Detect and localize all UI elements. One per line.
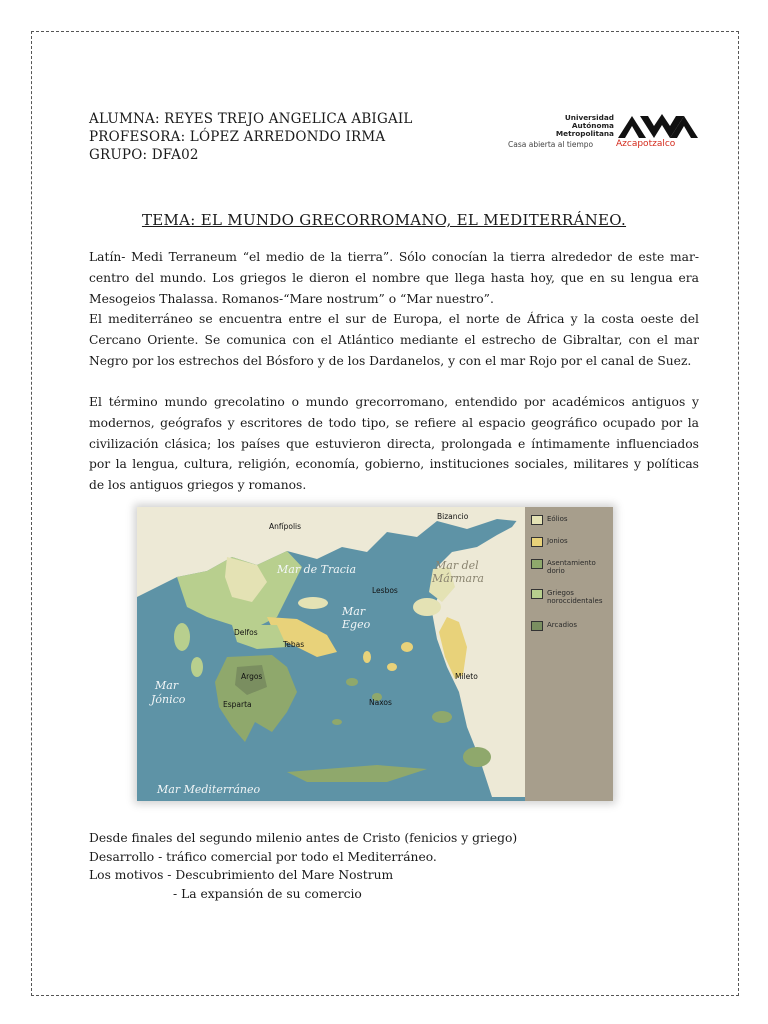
uam-emblem-icon bbox=[618, 113, 698, 139]
svg-text:Mar: Mar bbox=[342, 605, 366, 618]
legend-swatch bbox=[531, 589, 543, 599]
logo-unit: Azcapotzalco bbox=[616, 139, 676, 149]
closing-notes bbox=[89, 829, 517, 903]
svg-text:Delfos: Delfos bbox=[234, 628, 258, 637]
svg-text:Lesbos: Lesbos bbox=[372, 586, 398, 595]
legend-item: Eólios bbox=[531, 515, 611, 537]
svg-text:Naxos: Naxos bbox=[369, 698, 392, 707]
svg-text:Jónico: Jónico bbox=[151, 693, 186, 706]
legend-item: Griegos noroccidentales bbox=[531, 589, 611, 621]
teacher-name: PROFESORA: LÓPEZ ARREDONDO IRMA bbox=[89, 129, 386, 145]
document-title: TEMA: EL MUNDO GRECORROMANO, EL MEDITERRÁNEO. bbox=[141, 211, 627, 229]
paragraph-geography: El mediterráneo se encuentra entre el sur de Europa, el norte de África y la costa oeste del Cercano Oriente. Se comunica con el Atlántico mediante el estrecho de Gibraltar, con el mar Negro por los estrechos del Bósforo y de los Dardanelos, y con el mar Rojo por el canal de Suez. bbox=[89, 312, 699, 368]
svg-text:Mileto: Mileto bbox=[455, 672, 478, 681]
note-line: Desde finales del segundo milenio antes de Cristo (fenicios y griego) bbox=[89, 831, 518, 845]
svg-text:Mar Mediterráneo: Mar Mediterráneo bbox=[157, 783, 261, 796]
logo-motto: Casa abierta al tiempo bbox=[508, 140, 594, 149]
svg-text:Mar: Mar bbox=[155, 679, 179, 692]
group-code: GRUPO: DFA02 bbox=[89, 147, 199, 163]
student-name: ALUMNA: REYES TREJO ANGELICA ABIGAIL bbox=[89, 111, 413, 127]
svg-text:Argos: Argos bbox=[241, 672, 263, 681]
legend-swatch bbox=[531, 537, 543, 547]
note-line: Los motivos - Descubrimiento del Mare Nostrum bbox=[89, 868, 394, 882]
greco-roman-paragraph: El término mundo grecolatino o mundo grecorromano, entendido por académicos antiguos y modernos, geógrafos y escritores de todo tipo, se refiere al espacio geográfico ocupado por la civilización clásica; los países que estuvieron directa, prolongada e íntimamente influenciados por la lengua, cultura, religión, economía, gobierno, instituciones sociales, militares y políticas de los antiguos griegos y romanos. bbox=[89, 395, 699, 493]
uam-logo bbox=[506, 99, 704, 165]
paragraph-etymology: Latín- Medi Terraneum “el medio de la tierra”. Sólo conocían la tierra alrededor de este mar-centro del mundo. Los griegos le dieron el nombre que llega hasta hoy, que en su lengua era Mesogeios Thalassa. Romanos-“Mare nostrum” o “Mar nuestro”. bbox=[89, 250, 699, 306]
logo-university-text: Universidad Autónoma Metropolitana bbox=[555, 113, 614, 138]
ancient-greece-map bbox=[137, 507, 613, 801]
svg-text:Esparta: Esparta bbox=[223, 700, 252, 709]
svg-text:Egeo: Egeo bbox=[342, 618, 371, 631]
student-header bbox=[89, 110, 413, 164]
svg-text:Mar de Tracia: Mar de Tracia bbox=[277, 563, 357, 576]
map-legend bbox=[531, 515, 611, 643]
svg-text:Tebas: Tebas bbox=[283, 640, 305, 649]
legend-swatch bbox=[531, 621, 543, 631]
svg-text:Mar del: Mar del bbox=[435, 559, 479, 572]
legend-swatch bbox=[531, 515, 543, 525]
svg-text:Bizancio: Bizancio bbox=[437, 512, 469, 521]
svg-text:Anfípolis: Anfípolis bbox=[269, 522, 302, 531]
svg-text:Mármara: Mármara bbox=[432, 572, 484, 585]
legend-swatch bbox=[531, 559, 543, 569]
intro-paragraph bbox=[89, 247, 699, 372]
note-line: - La expansión de su comercio bbox=[173, 886, 362, 901]
legend-item: Asentamiento dorio bbox=[531, 559, 611, 589]
legend-item: Arcadios bbox=[531, 621, 611, 643]
note-line: Desarrollo - tráfico comercial por todo el Mediterráneo. bbox=[89, 849, 437, 864]
legend-item: Jonios bbox=[531, 537, 611, 559]
